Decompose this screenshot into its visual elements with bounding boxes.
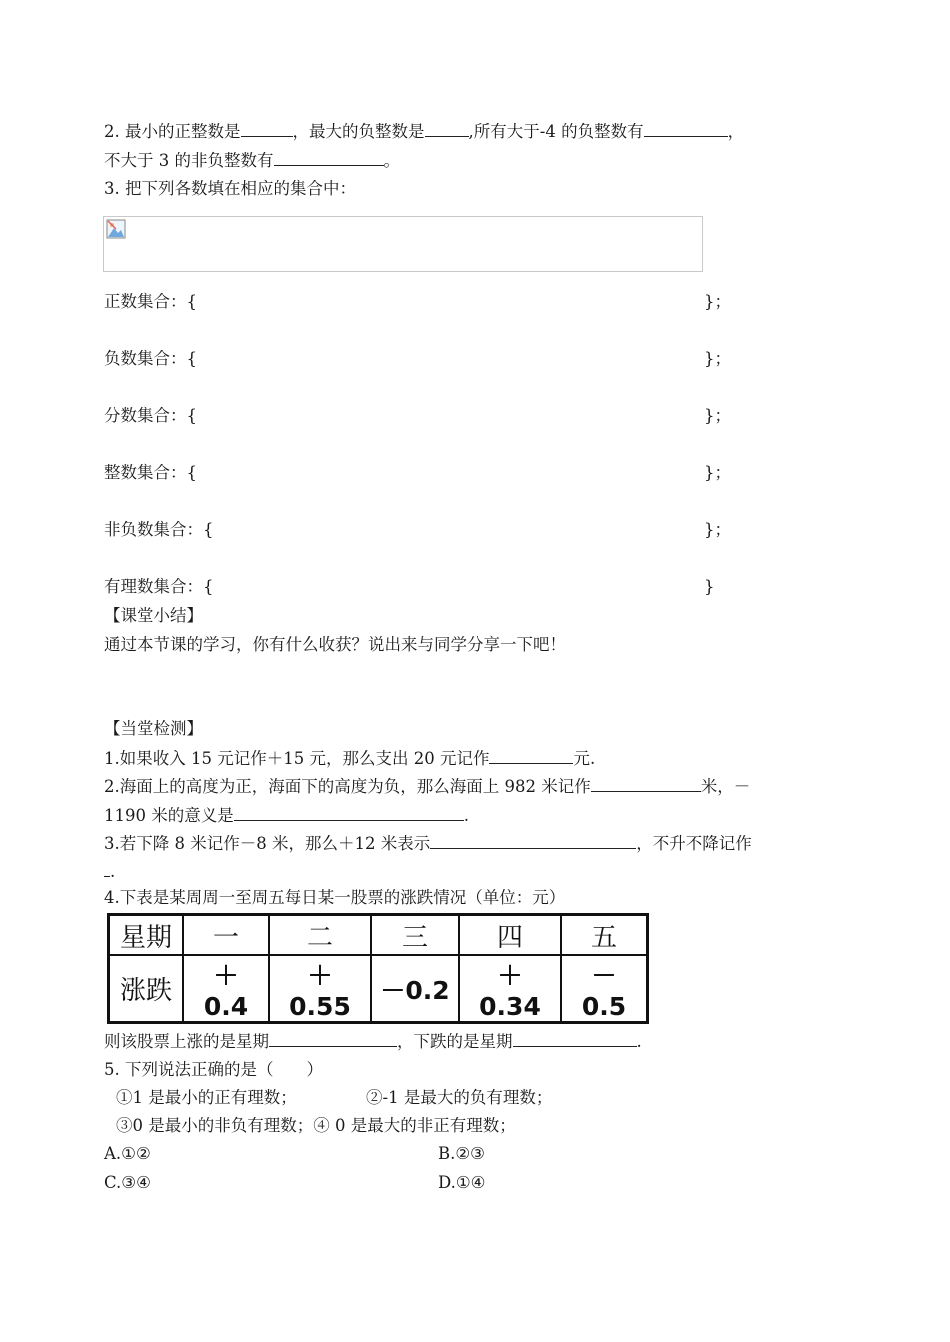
- table-cell: 二: [269, 915, 371, 956]
- test-q1-text-a: 1.如果收入 15 元记作＋15 元，那么支出 20 元记作: [104, 749, 490, 768]
- q2-text-d: ，: [727, 122, 745, 141]
- table-row: [109, 955, 648, 1023]
- q5-statement-3-4: ③0 是最小的非负有理数；④ 0 是最大的非正有理数；: [116, 1116, 516, 1135]
- set-row-positive: [104, 291, 744, 313]
- table-cell: 五: [561, 915, 648, 956]
- option-c[interactable]: C.③④: [104, 1173, 151, 1192]
- set-close: }；: [704, 463, 731, 482]
- test-q1-text-b: 元.: [573, 749, 596, 768]
- set-label: 负数集合：{: [104, 349, 197, 368]
- set-label: 非负数集合：{: [104, 520, 214, 539]
- answer-blank[interactable]: [234, 804, 464, 821]
- table-cell: 一: [183, 915, 269, 956]
- set-close: }；: [704, 406, 731, 425]
- table-cell: 涨跌: [109, 955, 184, 1023]
- test-q2-text-d: .: [463, 806, 469, 825]
- test-q2-line1: [104, 775, 750, 798]
- answer-blank[interactable]: [513, 1030, 637, 1047]
- test-q3-text-a: 3.若下降 8 米记作－8 米，那么＋12 米表示: [104, 834, 431, 853]
- test-q3-line2: [104, 860, 115, 883]
- table-cell: 三: [371, 915, 459, 956]
- test-q4-text-a: 则该股票上涨的是星期: [104, 1032, 269, 1051]
- test-heading: 【当堂检测】: [104, 719, 203, 738]
- set-close: }；: [704, 349, 731, 368]
- q3-prompt: 3. 把下列各数填在相应的集合中：: [104, 179, 356, 198]
- q2-text-e: 不大于 3 的非负整数有: [104, 151, 274, 170]
- q5-statement-2: ②-1 是最大的负有理数；: [366, 1088, 553, 1107]
- test-q3-text-c: .: [110, 862, 116, 881]
- table-cell: ＋0.55: [269, 955, 371, 1023]
- q2-text-a: 2. 最小的正整数是: [104, 122, 241, 141]
- summary-heading: 【课堂小结】: [104, 606, 203, 625]
- answer-blank[interactable]: [269, 1030, 397, 1047]
- table-row: [109, 915, 648, 956]
- set-row-nonnegative: [104, 519, 744, 541]
- table-cell: －0.5: [561, 955, 648, 1023]
- test-q2-text-b: 米，－: [700, 777, 751, 796]
- set-close: }；: [704, 292, 731, 311]
- stock-table: [107, 913, 649, 1024]
- summary-text: 通过本节课的学习，你有什么收获？说出来与同学分享一下吧！: [104, 635, 566, 654]
- table-cell: 星期: [109, 915, 184, 956]
- set-label: 整数集合：{: [104, 463, 197, 482]
- answer-blank[interactable]: [591, 775, 701, 792]
- answer-blank[interactable]: [274, 149, 384, 166]
- set-row-fraction: [104, 405, 744, 427]
- q2-text-b: ，最大的负整数是: [292, 122, 425, 141]
- test-q2-text-c: 1190 米的意义是: [104, 806, 234, 825]
- set-label: 正数集合：{: [104, 292, 197, 311]
- test-q3-text-b: ，不升不降记作: [636, 834, 752, 853]
- test-q4-text-b: ，下跌的是星期: [397, 1032, 513, 1051]
- test-q2-text-a: 2.海面上的高度为正，海面下的高度为负，那么海面上 982 米记作: [104, 777, 591, 796]
- table-cell: －0.2: [371, 955, 459, 1023]
- table-cell: ＋0.4: [183, 955, 269, 1023]
- set-row-integer: [104, 462, 744, 484]
- option-a[interactable]: A.①②: [104, 1144, 151, 1163]
- table-cell: 四: [459, 915, 561, 956]
- broken-image-icon: [106, 219, 126, 239]
- set-label: 有理数集合：{: [104, 577, 214, 596]
- test-q4-text-c: .: [636, 1032, 642, 1051]
- test-q3-line1: [104, 832, 752, 855]
- test-q5: 5. 下列说法正确的是（ ）: [104, 1060, 323, 1079]
- answer-blank[interactable]: [241, 120, 293, 137]
- set-row-negative: [104, 348, 744, 370]
- set-close: }: [704, 577, 715, 596]
- q2-line1: [104, 120, 744, 143]
- set-row-rational: [104, 576, 744, 598]
- q2-line2: [104, 149, 400, 172]
- table-cell: ＋0.34: [459, 955, 561, 1023]
- test-q4: 4.下表是某周周一至周五每日某一股票的涨跌情况（单位：元）: [104, 888, 566, 907]
- q2-text-f: 。: [383, 151, 400, 170]
- answer-blank[interactable]: [489, 747, 573, 764]
- answer-blank[interactable]: [425, 120, 469, 137]
- test-q1: [104, 747, 595, 770]
- set-label: 分数集合：{: [104, 406, 197, 425]
- set-close: }；: [704, 520, 731, 539]
- answer-blank[interactable]: [430, 832, 636, 849]
- test-q4-answer: [104, 1030, 642, 1053]
- option-d[interactable]: D.①④: [438, 1173, 486, 1192]
- test-q2-line2: [104, 804, 469, 827]
- q2-text-c: ,所有大于-4 的负整数有: [468, 122, 644, 141]
- answer-blank[interactable]: [644, 120, 728, 137]
- option-b[interactable]: B.②③: [438, 1144, 485, 1163]
- image-placeholder: [103, 216, 703, 272]
- q5-statement-1: ①1 是最小的正有理数；: [116, 1088, 297, 1107]
